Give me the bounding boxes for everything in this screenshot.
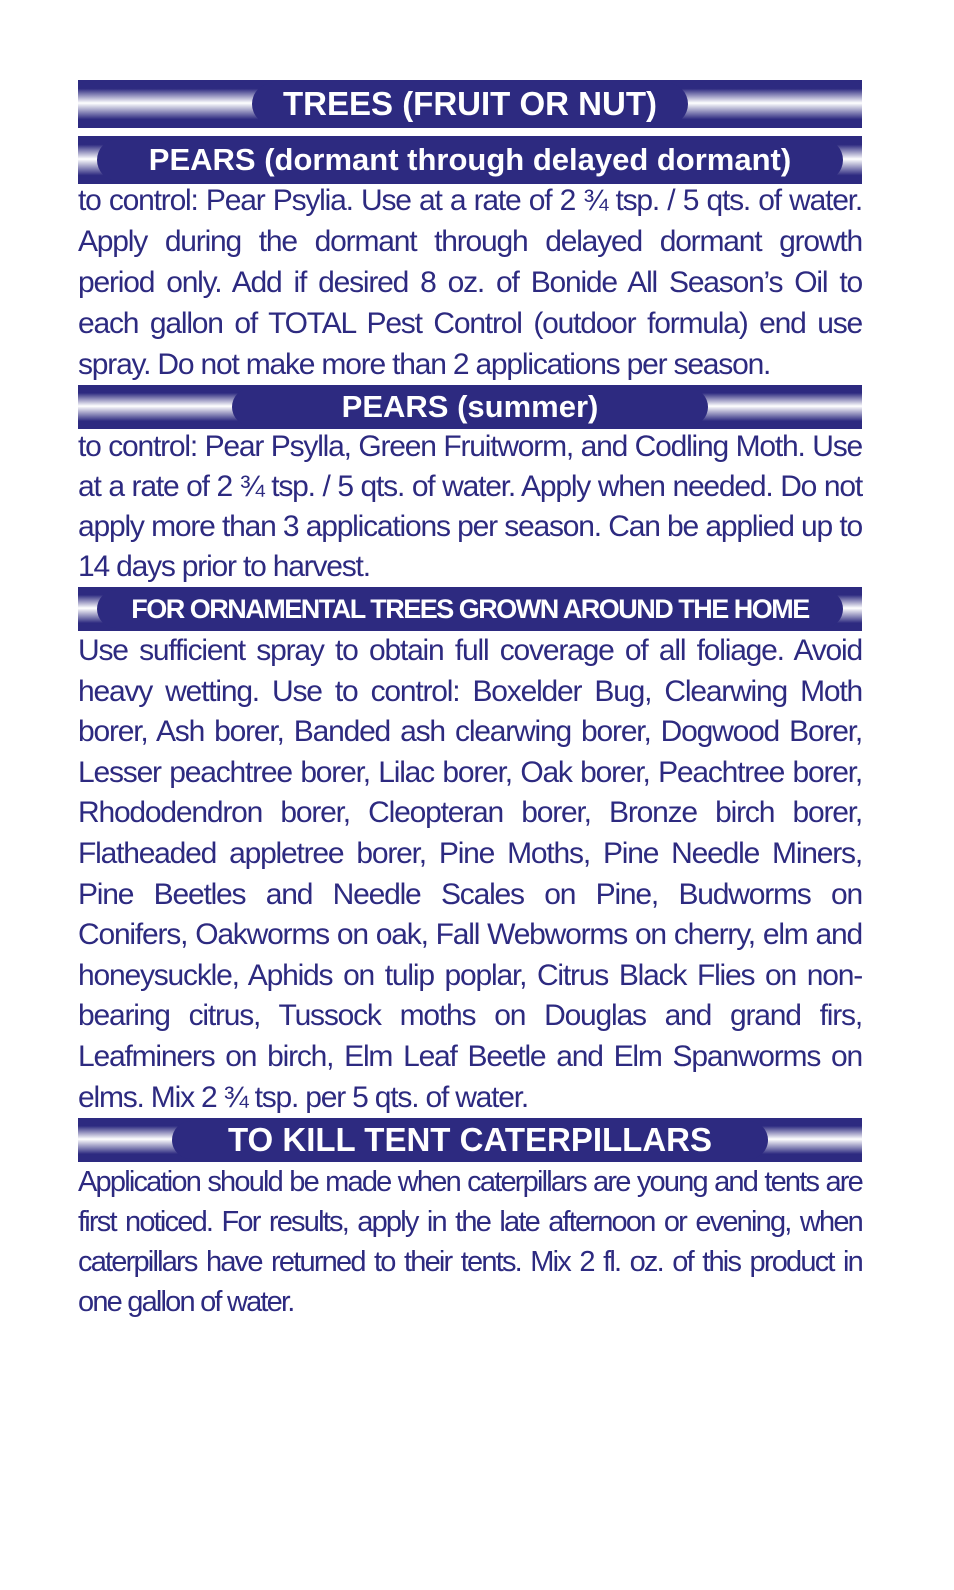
divider (78, 128, 862, 136)
section-text-pears-summer: to control: Pear Psylla, Green Fruitworm, and Codling Moth. Use at a rate of 2 ¾ tsp. / 5 qts. of water. Apply when needed. Do not apply more than 3 applications per season. Can be applied up to 14 days prior to harvest. (78, 430, 862, 583)
section-title-pears-dormant: PEARS (dormant through delayed dormant) (97, 139, 843, 181)
section-title-tent-caterpillars: TO KILL TENT CATERPILLARS (172, 1121, 768, 1159)
section-header-banner (78, 136, 862, 184)
section-header-banner (78, 1118, 862, 1162)
section-title-ornamental-trees: FOR ORNAMENTAL TREES GROWN AROUND THE HOME (97, 590, 843, 628)
section-header-banner (78, 587, 862, 631)
section-header-banner (78, 385, 862, 429)
section-title-trees: TREES (FRUIT OR NUT) (252, 83, 688, 125)
section-text-tent-caterpillars: Application should be made when caterpillars are young and tents are first noticed. For results, apply in the late afternoon or evening, when caterpillars have returned to their tents. Mix 2 fl. oz. of this product in one gallon of water. (78, 1166, 862, 1319)
section-text-pears-dormant: to control: Pear Psylia. Use at a rate of 2 ¾ tsp. / 5 qts. of water. Apply during the dormant through delayed dormant growth period only. Add if desired 8 oz. of Bonide All Season’s Oil to each gallon of TOTAL Pest Control (outdoor formula) end use spray. Do not make more than 2 applications per season. (78, 184, 862, 381)
label-panel (78, 80, 862, 1322)
section-title-pears-summer: PEARS (summer) (232, 388, 708, 426)
section-header-banner (78, 80, 862, 128)
section-text-ornamental-trees: Use sufficient spray to obtain full coverage of all foliage. Avoid heavy wetting. Use to control: Boxelder Bug, Clearwing Moth borer, Ash borer, Banded ash clearwing borer, Dogwood Borer, Lesser peachtree borer, Lilac borer, Oak borer, Peachtree borer, Rhododendron borer, Cleopteran borer, Bronze birch borer, Flatheaded appletree borer, Pine Moths, Pine Needle Miners, Pine Beetles and Needle Scales on Pine, Budworms on Conifers, Oakworms on oak, Fall Webworms on cherry, elm and honeysuckle, Aphids on tulip poplar, Citrus Black Flies on non-bearing citrus, Tussock moths on Douglas and grand firs, Leafminers on birch, Elm Leaf Beetle and Elm Spanworms on elms. Mix 2 ¾ tsp. per 5 qts. of water. (78, 634, 862, 1114)
